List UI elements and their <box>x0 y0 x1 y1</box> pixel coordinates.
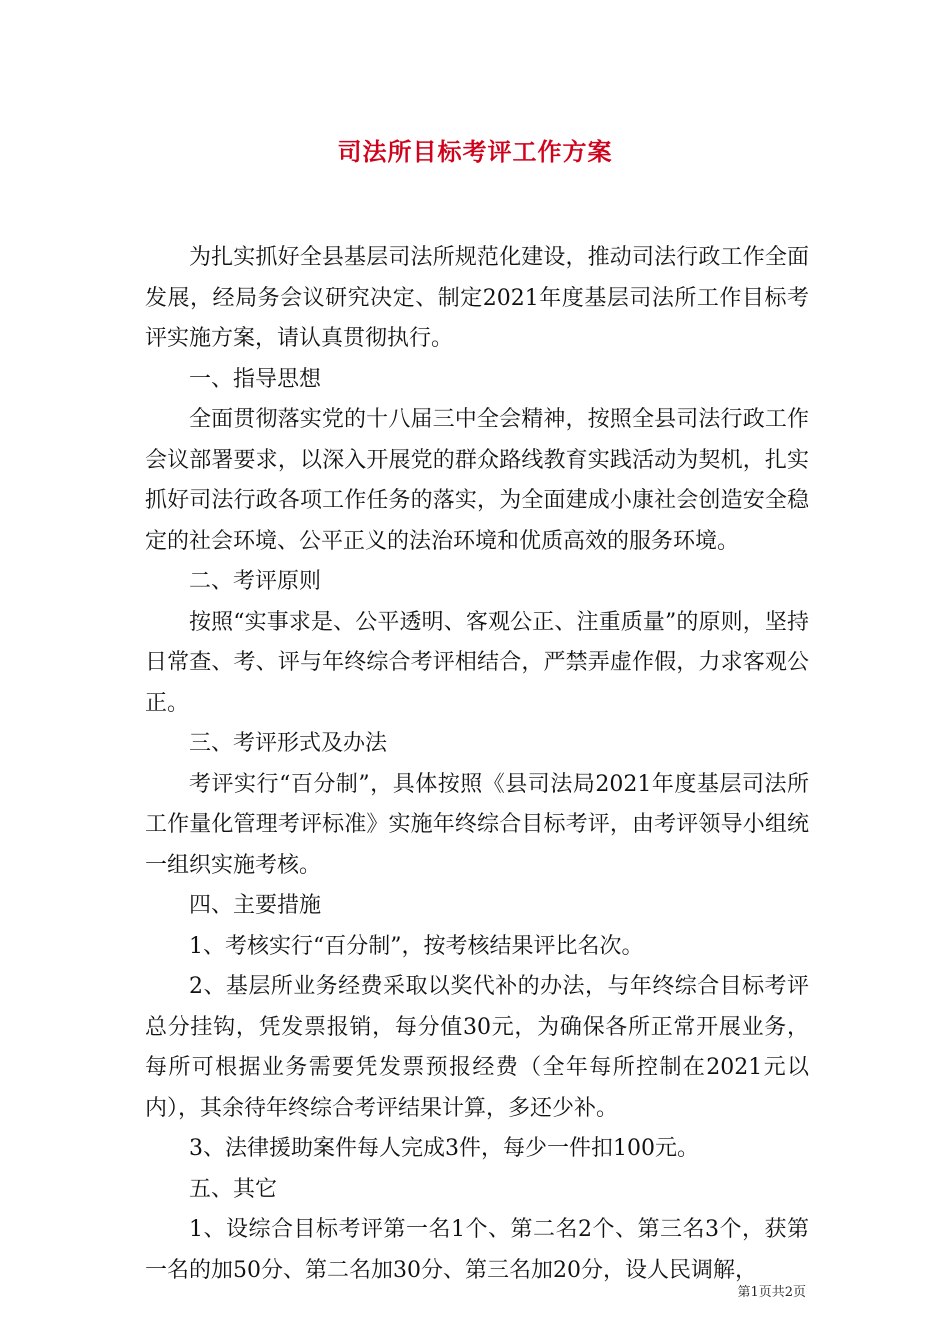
paragraph-principles: 按照“实事求是、公平透明、客观公正、注重质量”的原则，坚持日常查、考、评与年终综合考评相结合，严禁弄虚作假，力求客观公正。 <box>145 609 809 716</box>
paragraph-measure-1: 1、考核实行“百分制”，按考核结果评比名次。 <box>189 933 644 959</box>
paragraph-other-1: 1、设综合目标考评第一名1个、第二名2个、第三名3个，获第一名的加50分、第二名加30分、第三名加20分，设人民调解， <box>145 1217 809 1283</box>
paragraph-guiding-ideology: 全面贯彻落实党的十八届三中全会精神，按照全县司法行政工作会议部署要求，以深入开展党的群众路线教育实践活动为契机，扎实抓好司法行政各项工作任务的落实，为全面建成小康社会创造安全稳定的社会环境、公平正义的法治环境和优质高效的服务环境。 <box>145 407 809 554</box>
section-heading-guiding-ideology: 一、指导思想 <box>189 366 322 392</box>
section-heading-measures: 四、主要措施 <box>189 893 322 918</box>
document-title: 司法所目标考评工作方案 <box>337 137 613 166</box>
paragraph-measure-2: 2、基层所业务经费采取以奖代补的办法，与年终综合目标考评总分挂钩，凭发票报销，每分值30元，为确保各所正常开展业务，每所可根据业务需要凭发票预报经费（全年每所控制在2021元以内），其余待年终综合考评结果计算，多还少补。 <box>145 974 809 1121</box>
section-heading-principles: 二、考评原则 <box>189 569 322 594</box>
paragraph-methods: 考评实行“百分制”，具体按照《县司法局2021年度基层司法所工作量化管理考评标准》实施年终综合目标考评，由考评领导小组统一组织实施考核。 <box>145 771 809 878</box>
page-number: 第1页共2页 <box>737 1285 806 1300</box>
section-heading-methods: 三、考评形式及办法 <box>189 731 388 756</box>
paragraph-intro: 为扎实抓好全县基层司法所规范化建设，推动司法行政工作全面发展，经局务会议研究决定、制定2021年度基层司法所工作目标考评实施方案，请认真贯彻执行。 <box>145 245 809 351</box>
section-heading-other: 五、其它 <box>189 1176 278 1202</box>
paragraph-measure-3: 3、法律援助案件每人完成3件，每少一件扣100元。 <box>189 1136 699 1161</box>
document-body <box>145 238 809 1291</box>
